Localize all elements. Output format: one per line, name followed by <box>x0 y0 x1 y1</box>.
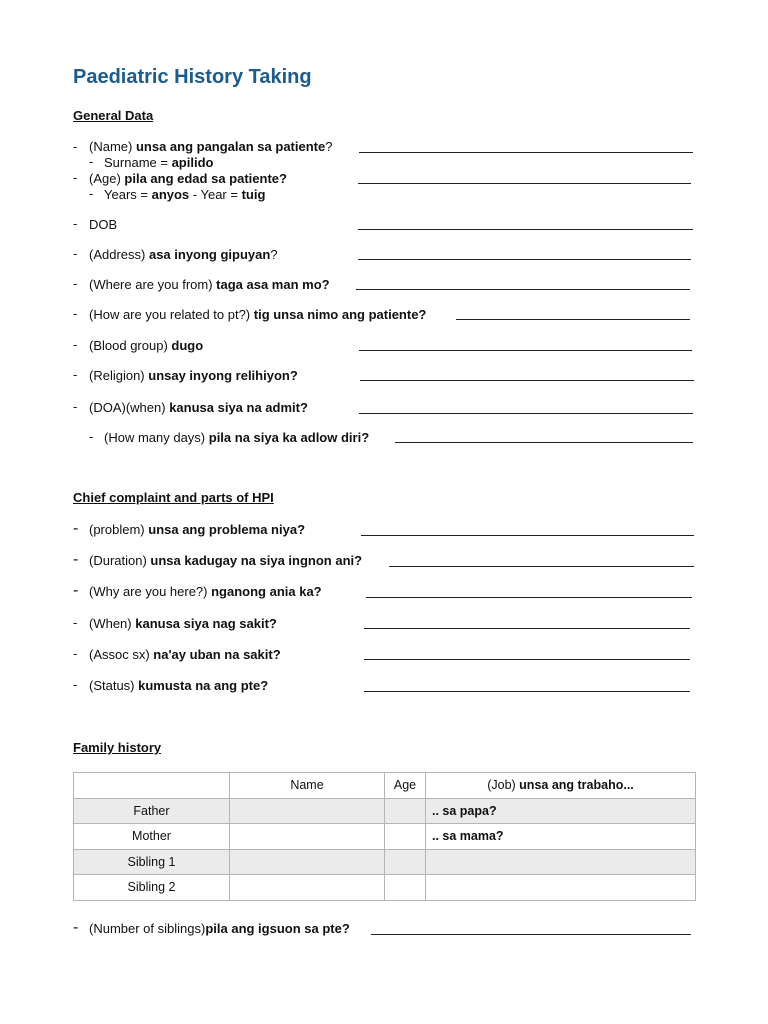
answer-line-siblings[interactable] <box>371 934 691 935</box>
job-cell[interactable] <box>426 875 696 901</box>
question-dob: DOB <box>89 217 118 232</box>
bullet-dash: - <box>73 646 78 661</box>
question-address: (Address) asa inyong gipuyan? <box>89 247 278 262</box>
relation-cell: Sibling 2 <box>74 875 230 901</box>
table-row <box>74 875 696 901</box>
bullet-dash: - <box>73 551 79 568</box>
age-cell[interactable] <box>385 824 426 850</box>
bullet-dash: - <box>73 139 78 154</box>
bullet-dash: - <box>73 677 78 692</box>
answer-line-address[interactable] <box>358 259 691 260</box>
relation-cell: Father <box>74 798 230 824</box>
answer-line-dob[interactable] <box>358 229 693 230</box>
answer-line-doa[interactable] <box>359 413 693 414</box>
answer-line-when[interactable] <box>364 628 690 629</box>
family-history-table <box>73 772 696 901</box>
bullet-dash: - <box>73 337 78 352</box>
table-row <box>74 849 696 875</box>
question-status: (Status) kumusta na ang pte? <box>89 678 269 693</box>
subnote-surname: Surname = apilido <box>104 155 214 170</box>
answer-line-relation[interactable] <box>456 319 690 320</box>
bullet-dash: - <box>73 276 78 291</box>
bullet-dash: - <box>73 170 78 185</box>
table-header-age: Age <box>385 773 426 799</box>
bullet-dash: - <box>89 429 94 444</box>
answer-line-days[interactable] <box>395 442 693 443</box>
table-header-relation <box>74 773 230 799</box>
question-why-here: (Why are you here?) nganong ania ka? <box>89 584 322 599</box>
job-cell[interactable]: .. sa mama? <box>426 824 696 850</box>
answer-line-status[interactable] <box>364 691 690 692</box>
section-heading-chief-complaint: Chief complaint and parts of HPI <box>73 490 274 505</box>
table-header-job: (Job) unsa ang trabaho... <box>426 773 696 799</box>
answer-line-age[interactable] <box>358 183 691 184</box>
question-days: (How many days) pila na siya ka adlow diri? <box>104 430 370 445</box>
answer-line-religion[interactable] <box>360 380 694 381</box>
table-header-name: Name <box>230 773 385 799</box>
job-cell[interactable]: .. sa papa? <box>426 798 696 824</box>
bullet-dash: - <box>73 615 78 630</box>
table-header-row <box>74 773 696 799</box>
question-siblings: (Number of siblings)pila ang igsuon sa pte? <box>89 921 350 936</box>
answer-line-assoc-sx[interactable] <box>364 659 690 660</box>
bullet-dash: - <box>73 246 78 261</box>
answer-line-name[interactable] <box>359 152 693 153</box>
answer-line-blood-group[interactable] <box>359 350 692 351</box>
age-cell[interactable] <box>385 849 426 875</box>
section-heading-general-data: General Data <box>73 108 154 123</box>
name-cell[interactable] <box>230 875 385 901</box>
page-title: Paediatric History Taking <box>73 66 312 88</box>
name-cell[interactable] <box>230 849 385 875</box>
answer-line-problem[interactable] <box>361 535 694 536</box>
bullet-dash: - <box>73 306 78 321</box>
age-cell[interactable] <box>385 875 426 901</box>
bullet-dash: - <box>89 186 94 201</box>
question-where-from: (Where are you from) taga asa man mo? <box>89 277 330 292</box>
bullet-dash: - <box>73 399 78 414</box>
relation-cell: Mother <box>74 824 230 850</box>
name-cell[interactable] <box>230 824 385 850</box>
relation-cell: Sibling 1 <box>74 849 230 875</box>
question-blood-group: (Blood group) dugo <box>89 338 204 353</box>
subnote-years: Years = anyos - Year = tuig <box>104 187 266 202</box>
question-religion: (Religion) unsay inyong relihiyon? <box>89 368 298 383</box>
answer-line-where-from[interactable] <box>356 289 690 290</box>
bullet-dash: - <box>73 216 78 231</box>
question-name: (Name) unsa ang pangalan sa patiente? <box>89 139 333 154</box>
table-row <box>74 824 696 850</box>
section-heading-family-history: Family history <box>73 740 162 755</box>
age-cell[interactable] <box>385 798 426 824</box>
table-row <box>74 798 696 824</box>
answer-line-why-here[interactable] <box>366 597 692 598</box>
question-assoc-sx: (Assoc sx) na'ay uban na sakit? <box>89 647 281 662</box>
question-when: (When) kanusa siya nag sakit? <box>89 616 277 631</box>
name-cell[interactable] <box>230 798 385 824</box>
question-duration: (Duration) unsa kadugay na siya ingnon ani? <box>89 553 363 568</box>
bullet-dash: - <box>73 520 79 537</box>
question-doa: (DOA)(when) kanusa siya na admit? <box>89 400 308 415</box>
bullet-dash: - <box>73 582 79 599</box>
bullet-dash: - <box>73 919 79 936</box>
question-age: (Age) pila ang edad sa patiente? <box>89 171 287 186</box>
answer-line-duration[interactable] <box>389 566 694 567</box>
question-relation: (How are you related to pt?) tig unsa nimo ang patiente? <box>89 307 427 322</box>
job-cell[interactable] <box>426 849 696 875</box>
bullet-dash: - <box>89 154 94 169</box>
bullet-dash: - <box>73 367 78 382</box>
question-problem: (problem) unsa ang problema niya? <box>89 522 306 537</box>
